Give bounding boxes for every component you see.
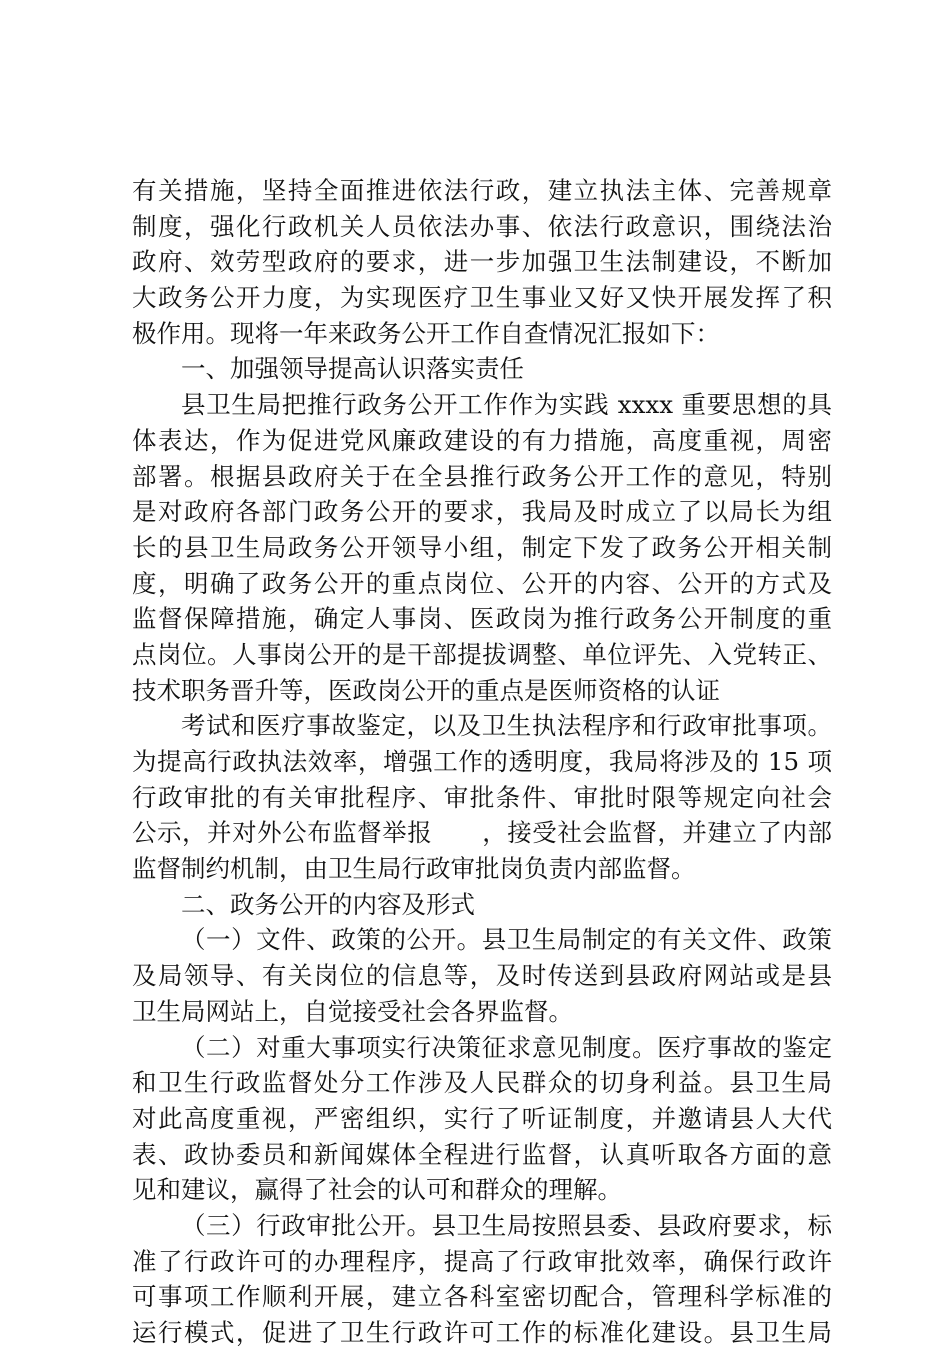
text-line: 监督保障措施，确定人事岗、医政岗为推行政务公开制度的重 [132,604,832,634]
text-line: 考试和医疗事故鉴定，以及卫生执法程序和行政审批事项。 [181,711,832,741]
document-body [132,173,832,1351]
text-line: 公示，并对外公布监督举报 ，接受社会监督，并建立了内部 [132,818,832,848]
text-line: 监督制约机制，由卫生局行政审批岗负责内部监督。 [132,854,696,884]
text-line: 大政务公开力度，为实现医疗卫生事业又好又快开展发挥了积 [132,283,832,313]
text-line: 是对政府各部门政务公开的要求，我局及时成立了以局长为组 [132,497,832,527]
text-line: 政府、效劳型政府的要求，进一步加强卫生法制建设，不断加 [132,247,832,277]
text-line: 一、加强领导提高认识落实责任 [181,354,524,384]
text-line: 部署。根据县政府关于在全县推行政务公开工作的意见，特别 [132,461,832,491]
text-line: 为提高行政执法效率，增强工作的透明度，我局将涉及的 15 项 [132,747,832,776]
text-line: 极作用。现将一年来政务公开工作自查情况汇报如下： [132,318,720,348]
text-line: 对此高度重视，严密组织，实行了听证制度，并邀请县人大代 [132,1103,832,1133]
text-line: 见和建议，赢得了社会的认可和群众的理解。 [132,1175,622,1205]
text-line: （一）文件、政策的公开。县卫生局制定的有关文件、政策 [181,925,832,955]
text-line: 点岗位。人事岗公开的是干部提拔调整、单位评先、入党转正、 [132,639,832,669]
text-line: 表、政协委员和新闻媒体全程进行监督，认真听取各方面的意 [132,1139,832,1169]
text-line: 和卫生行政监督处分工作涉及人民群众的切身利益。县卫生局 [132,1068,832,1098]
text-line: （三）行政审批公开。县卫生局按照县委、县政府要求，标 [181,1210,832,1240]
text-line: 运行模式，促进了卫生行政许可工作的标准化建设。县卫生局 [132,1318,832,1347]
text-line: 县卫生局把推行政务公开工作作为实践 xxxx 重要思想的具 [181,390,832,420]
text-line: 准了行政许可的办理程序，提高了行政审批效率，确保行政许 [132,1246,832,1276]
text-line: 及局领导、有关岗位的信息等，及时传送到县政府网站或是县 [132,961,832,991]
text-line: 制度，强化行政机关人员依法办事、依法行政意识，围绕法治 [132,211,832,241]
text-line: 技术职务晋升等，医政岗公开的重点是医师资格的认证 [132,675,720,705]
text-line: 卫生局网站上，自觉接受社会各界监督。 [132,996,573,1026]
text-line: 体表达，作为促进党风廉政建设的有力措施，高度重视，周密 [132,425,832,455]
text-line: 二、政务公开的内容及形式 [181,889,475,919]
text-line: 度，明确了政务公开的重点岗位、公开的内容、公开的方式及 [132,568,832,598]
text-line: 可事项工作顺利开展，建立各科室密切配合，管理科学标准的 [132,1282,832,1312]
text-line: 有关措施，坚持全面推进依法行政，建立执法主体、完善规章 [132,176,832,205]
text-line: （二）对重大事项实行决策征求意见制度。医疗事故的鉴定 [181,1032,832,1062]
text-line: 长的县卫生局政务公开领导小组，制定下发了政务公开相关制 [132,532,832,562]
text-line: 行政审批的有关审批程序、审批条件、审批时限等规定向社会 [132,782,832,812]
